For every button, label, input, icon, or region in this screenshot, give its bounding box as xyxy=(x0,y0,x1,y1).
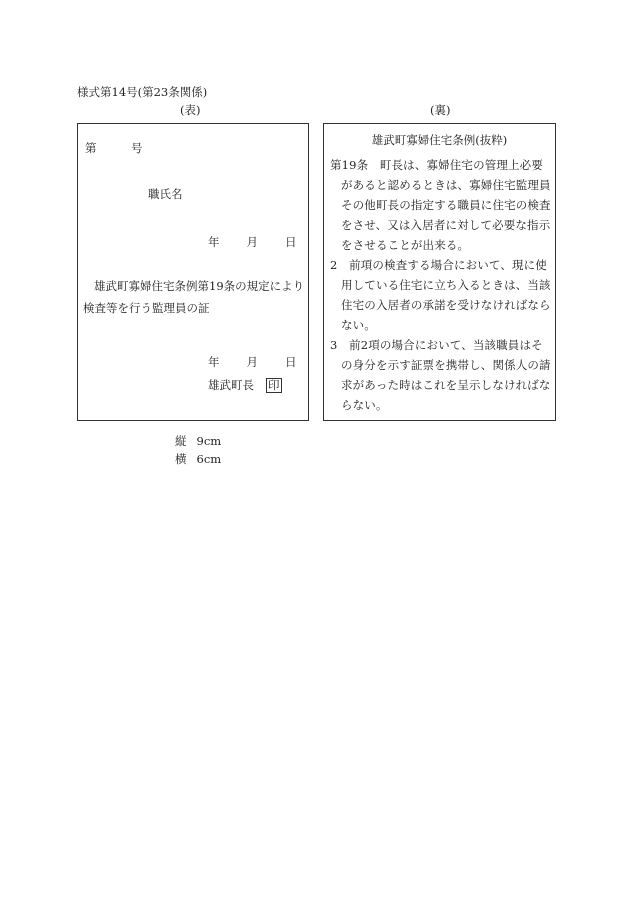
size-width xyxy=(175,451,221,467)
issuer-name: 雄武町長 xyxy=(208,378,254,392)
date-month: 月 xyxy=(246,355,258,369)
article-paragraph-2: 2 前項の検査する場合において、現に使用している住宅に立ち入るときは、当該住宅の入居者の承諾を受けなければならない。 xyxy=(330,258,551,332)
date-year: 年 xyxy=(208,355,220,369)
card-back xyxy=(323,123,556,421)
size-width-label: 横 xyxy=(175,452,187,466)
article-19: 第19条 町長は、寡婦住宅の管理上必要があると認めるときは、寡婦住宅監理員その他町長の指定する職員に住宅の検査をさせ、又は入居者に対して必要な指示をさせることが出来る。 xyxy=(330,158,551,252)
ordinance-title: 雄武町寡婦住宅条例(抜粋) xyxy=(371,133,508,147)
date-day: 日 xyxy=(285,235,297,249)
card-front xyxy=(77,123,309,421)
back-label: (裏) xyxy=(430,103,451,117)
size-height-value: 9cm xyxy=(196,434,222,448)
issue-date xyxy=(208,234,297,250)
number-go: 号 xyxy=(131,141,143,155)
signing-date xyxy=(208,354,297,370)
size-height xyxy=(175,433,221,449)
date-year: 年 xyxy=(208,235,220,249)
front-label: (表) xyxy=(180,103,201,117)
issuer xyxy=(208,377,282,393)
date-month: 月 xyxy=(246,235,258,249)
certificate-body: 雄武町寡婦住宅条例第19条の規定により検査等を行う監理員の証 xyxy=(83,279,305,315)
size-height-label: 縦 xyxy=(175,434,187,448)
date-day: 日 xyxy=(285,355,297,369)
size-width-value: 6cm xyxy=(196,452,222,466)
form-title: 様式第14号(第23条関係) xyxy=(77,85,208,99)
article-paragraph-3: 3 前2項の場合において、当該職員はその身分を示す証票を携帯し、関係人の請求があった時はこれを呈示しなければならない。 xyxy=(330,338,551,412)
seal-stamp: 印 xyxy=(268,378,280,392)
ordinance-articles xyxy=(330,155,552,415)
name-label: 職氏名 xyxy=(148,187,183,201)
number-dai: 第 xyxy=(85,141,97,155)
